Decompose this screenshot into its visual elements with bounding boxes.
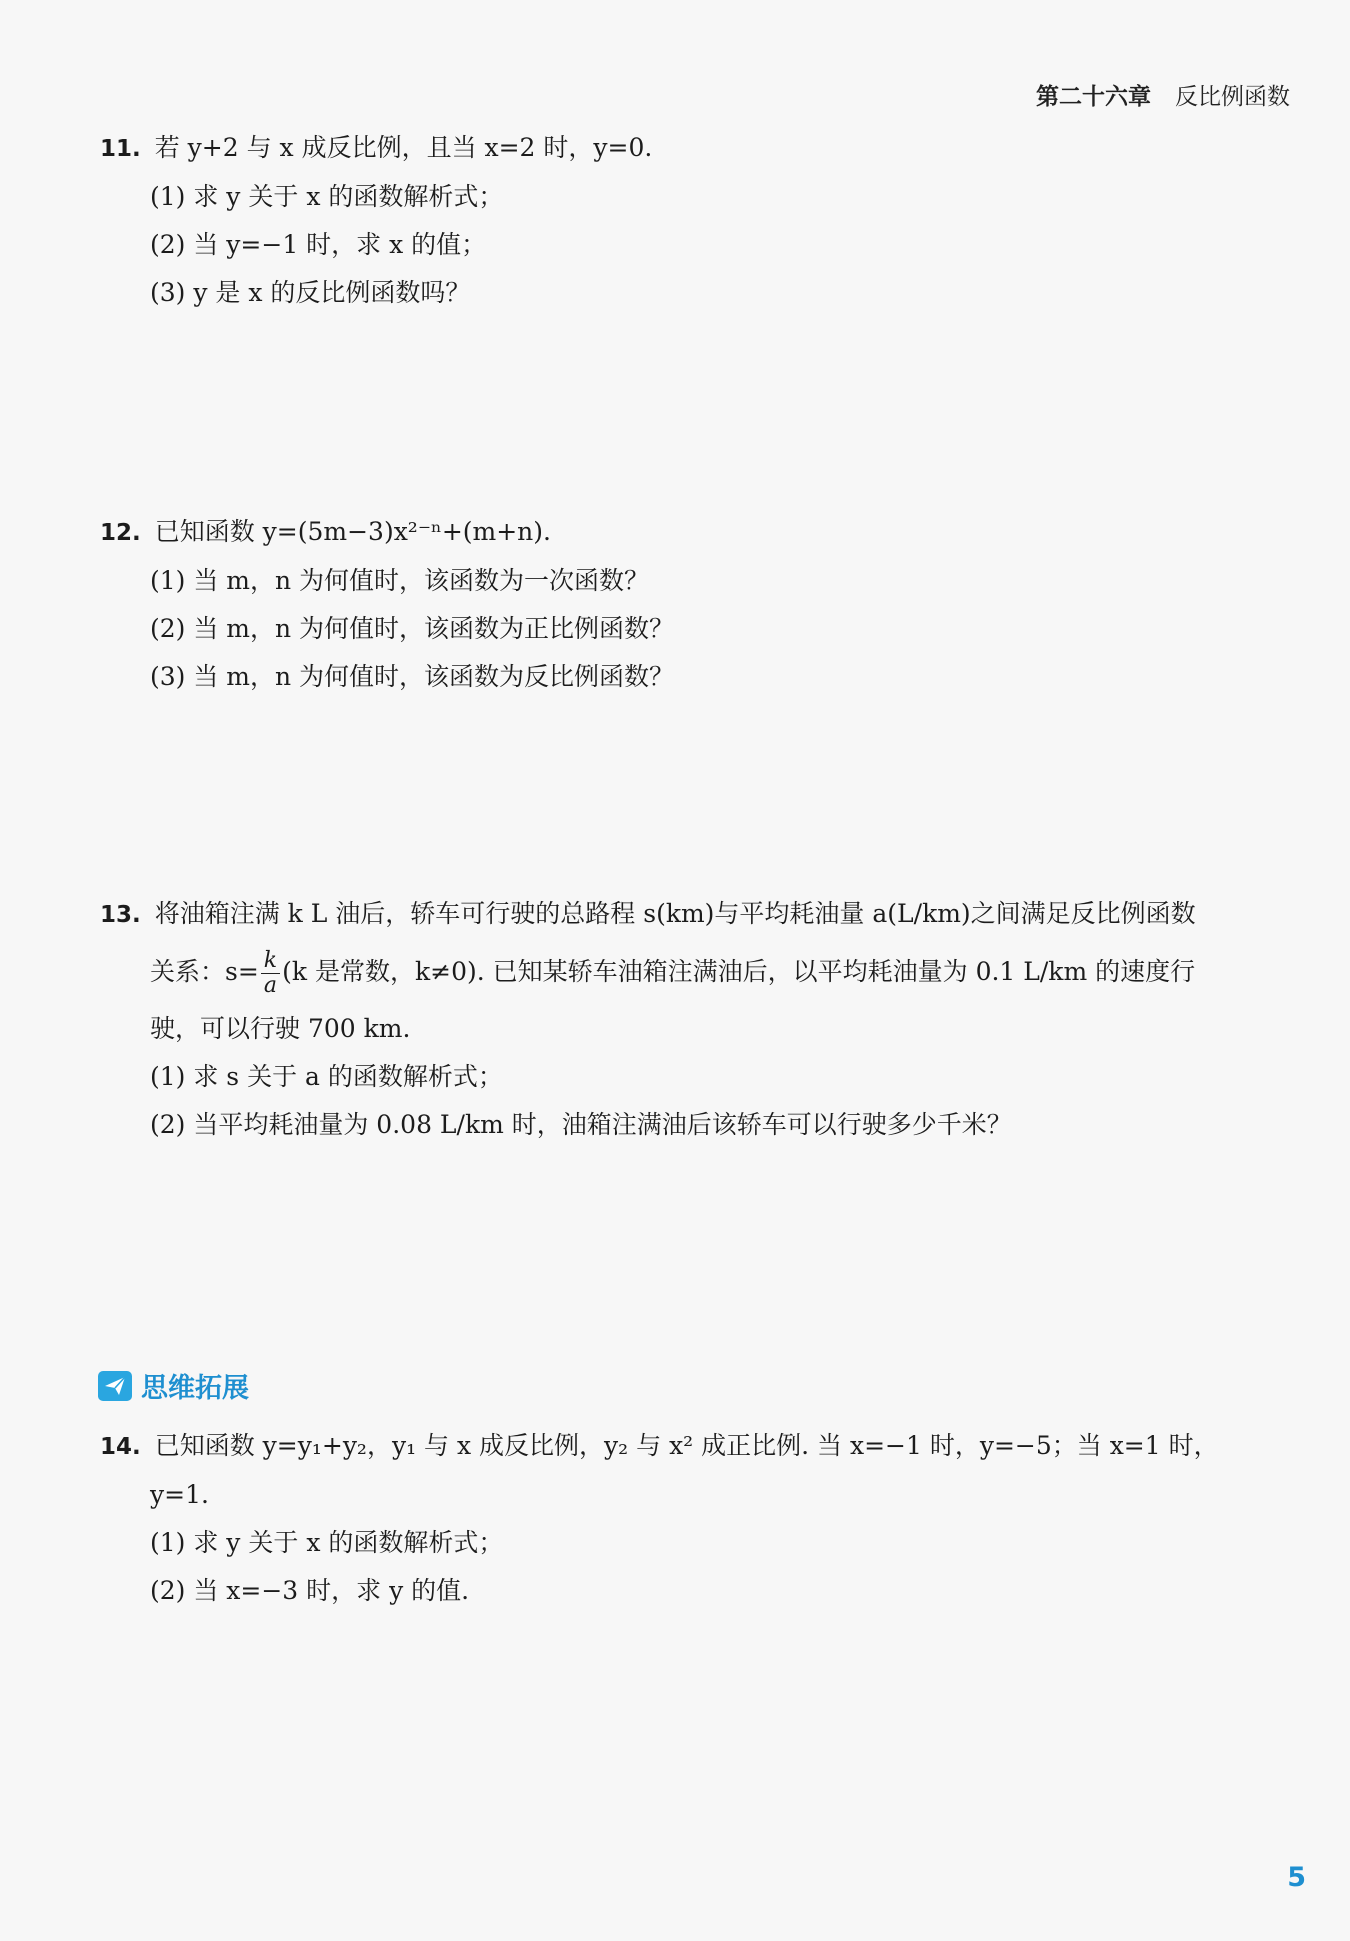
question-number: 11. — [100, 136, 141, 162]
fraction-numerator: k — [261, 949, 280, 974]
sub-question: (3) y 是 x 的反比例函数吗？ — [150, 278, 471, 307]
page-header — [1036, 78, 1290, 111]
chapter-title: 反比例函数 — [1175, 84, 1290, 110]
section-header — [98, 1366, 249, 1405]
question-14 — [100, 1422, 1298, 1615]
question-stem — [100, 1422, 1298, 1471]
question-11 — [100, 124, 1298, 317]
question-text: 已知函数 y=y₁+y₂，y₁ 与 x 成反比例，y₂ 与 x² 成正比例. 当 x=−1 时，y=−5；当 x=1 时， — [154, 1431, 1219, 1460]
sub-question: (1) 求 s 关于 a 的函数解析式； — [150, 1062, 503, 1091]
question-number: 12. — [100, 520, 141, 546]
question-text-cont — [100, 939, 1298, 1005]
sub-question: (1) 求 y 关于 x 的函数解析式； — [150, 182, 504, 211]
page-number: 5 — [1287, 1862, 1306, 1893]
question-text-cont: y=1. — [150, 1480, 209, 1509]
sub-question: (2) 当 y=−1 时，求 x 的值； — [150, 230, 487, 259]
sub-question: (1) 求 y 关于 x 的函数解析式； — [150, 1528, 504, 1557]
question-stem — [100, 124, 1298, 173]
fraction-denominator: a — [263, 973, 278, 998]
question-13 — [100, 890, 1298, 1149]
question-number: 14. — [100, 1434, 141, 1460]
section-title: 思维拓展 — [141, 1373, 249, 1404]
question-text-cont: 驶，可以行驶 700 km. — [150, 1014, 411, 1043]
sub-question: (3) 当 m，n 为何值时，该函数为反比例函数？ — [150, 662, 675, 691]
question-stem — [100, 890, 1298, 939]
sub-question: (2) 当 m，n 为何值时，该函数为正比例函数？ — [150, 614, 675, 643]
question-number: 13. — [100, 902, 141, 928]
fraction — [261, 949, 280, 998]
question-text: 若 y+2 与 x 成反比例，且当 x=2 时，y=0. — [154, 133, 653, 162]
formula-suffix: (k 是常数，k≠0). 已知某轿车油箱注满油后，以平均耗油量为 0.1 L/km 的速度行 — [282, 957, 1196, 986]
sub-question: (1) 当 m，n 为何值时，该函数为一次函数？ — [150, 566, 650, 595]
sub-question: (2) 当 x=−3 时，求 y 的值. — [150, 1576, 470, 1605]
sub-question: (2) 当平均耗油量为 0.08 L/km 时，油箱注满油后该轿车可以行驶多少千米？ — [150, 1110, 1012, 1139]
chapter-label: 第二十六章 — [1036, 84, 1151, 110]
question-text: 已知函数 y=(5m−3)x²⁻ⁿ+(m+n). — [154, 517, 551, 546]
question-text: 将油箱注满 k L 油后，轿车可行驶的总路程 s(km)与平均耗油量 a(L/km)之间满足反比例函数 — [154, 899, 1196, 928]
formula-prefix: 关系：s= — [150, 957, 259, 986]
paper-plane-icon — [98, 1371, 132, 1401]
question-12 — [100, 508, 1298, 701]
question-stem — [100, 508, 1298, 557]
